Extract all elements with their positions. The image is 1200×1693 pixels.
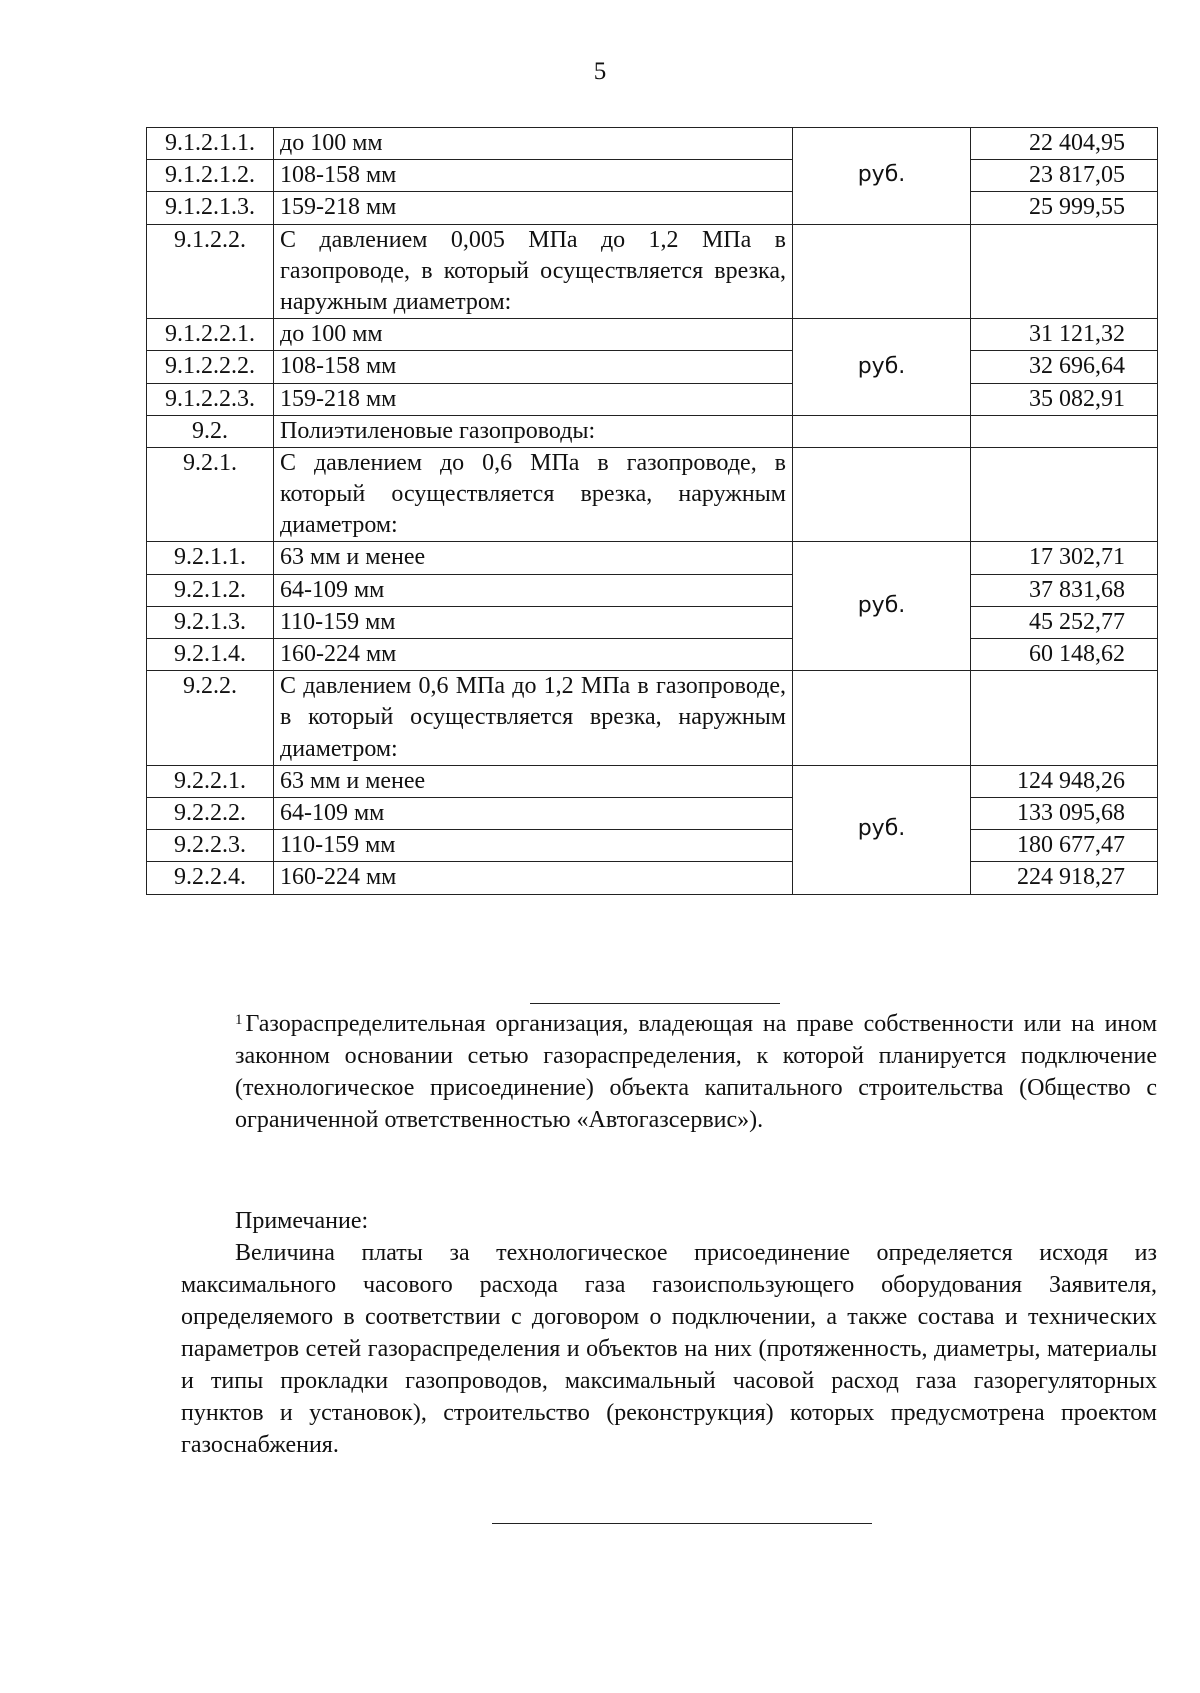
row-code: 9.1.2.2.3. xyxy=(147,383,274,415)
table-row xyxy=(147,351,1158,383)
row-unit: руб. xyxy=(793,765,971,894)
row-description: 64-109 мм xyxy=(274,797,793,829)
row-code: 9.2.1.4. xyxy=(147,639,274,671)
row-unit: руб. xyxy=(793,319,971,416)
footnote xyxy=(181,1008,1157,1136)
row-value xyxy=(971,415,1158,447)
row-code: 9.1.2.2.2. xyxy=(147,351,274,383)
row-value: 224 918,27 xyxy=(971,862,1158,894)
row-value: 37 831,68 xyxy=(971,574,1158,606)
table-row xyxy=(147,639,1158,671)
row-description: 160-224 мм xyxy=(274,862,793,894)
row-code: 9.2.1. xyxy=(147,447,274,542)
page-number: 5 xyxy=(593,58,607,85)
row-description: С давлением 0,6 МПа до 1,2 МПа в газопроводе, в который осуществляется врезка, наружным диаметром: xyxy=(274,671,793,766)
row-unit xyxy=(793,447,971,542)
row-description: до 100 мм xyxy=(274,128,793,160)
note-title: Примечание: xyxy=(235,1208,369,1234)
row-value xyxy=(971,224,1158,319)
row-unit: руб. xyxy=(793,542,971,671)
row-value xyxy=(971,447,1158,542)
note-section xyxy=(181,1205,1157,1461)
row-description: С давлением до 0,6 МПа в газопроводе, в который осуществляется врезка, наружным диаметром: xyxy=(274,447,793,542)
row-description: Полиэтиленовые газопроводы: xyxy=(274,415,793,447)
row-code: 9.2.2. xyxy=(147,671,274,766)
table-section-row xyxy=(147,671,1158,766)
row-unit: руб. xyxy=(793,128,971,225)
table-row xyxy=(147,192,1158,224)
row-description: 63 мм и менее xyxy=(274,765,793,797)
row-value: 22 404,95 xyxy=(971,128,1158,160)
tariff-table-body xyxy=(147,128,1158,895)
row-description: 159-218 мм xyxy=(274,192,793,224)
footnote-marker: 1 xyxy=(235,1012,243,1028)
table-section-row xyxy=(147,447,1158,542)
row-description: 108-158 мм xyxy=(274,160,793,192)
row-description: С давлением 0,005 МПа до 1,2 МПа в газопроводе, в который осуществляется врезка, наружным диаметром: xyxy=(274,224,793,319)
row-description: 110-159 мм xyxy=(274,606,793,638)
row-value: 32 696,64 xyxy=(971,351,1158,383)
end-separator xyxy=(492,1523,872,1524)
table-row xyxy=(147,542,1158,574)
note-text: Величина платы за технологическое присоединение определяется исходя из максимального часового расхода газа газоиспользующего оборудования Заявителя, определяемого в соответствии с договором о подключении, а также состава и технических параметров сетей газораспределения и объектов на них (протяженность, диаметры, материалы и типы прокладки газопроводов, максимальный часовой расход газа газорегуляторных пунктов и установок), строительство (реконструкция) которых предусмотрена проектом газоснабжения. xyxy=(181,1240,1157,1458)
row-value: 133 095,68 xyxy=(971,797,1158,829)
row-value xyxy=(971,671,1158,766)
row-value: 35 082,91 xyxy=(971,383,1158,415)
row-code: 9.2.2.3. xyxy=(147,830,274,862)
table-row xyxy=(147,319,1158,351)
row-code: 9.1.2.2. xyxy=(147,224,274,319)
tariff-table xyxy=(146,127,1158,895)
row-code: 9.2.1.3. xyxy=(147,606,274,638)
table-section-row xyxy=(147,415,1158,447)
table-row xyxy=(147,862,1158,894)
table-row xyxy=(147,606,1158,638)
table-row xyxy=(147,383,1158,415)
row-value: 45 252,77 xyxy=(971,606,1158,638)
row-value: 180 677,47 xyxy=(971,830,1158,862)
row-code: 9.1.2.1.3. xyxy=(147,192,274,224)
row-unit xyxy=(793,224,971,319)
row-value: 60 148,62 xyxy=(971,639,1158,671)
row-code: 9.1.2.2.1. xyxy=(147,319,274,351)
row-unit xyxy=(793,671,971,766)
row-description: 64-109 мм xyxy=(274,574,793,606)
row-value: 17 302,71 xyxy=(971,542,1158,574)
table-row xyxy=(147,765,1158,797)
row-value: 124 948,26 xyxy=(971,765,1158,797)
row-description: 108-158 мм xyxy=(274,351,793,383)
row-code: 9.2.1.2. xyxy=(147,574,274,606)
row-code: 9.1.2.1.1. xyxy=(147,128,274,160)
row-code: 9.2.2.2. xyxy=(147,797,274,829)
row-description: 110-159 мм xyxy=(274,830,793,862)
row-value: 23 817,05 xyxy=(971,160,1158,192)
row-code: 9.1.2.1.2. xyxy=(147,160,274,192)
row-description: 159-218 мм xyxy=(274,383,793,415)
footnote-separator xyxy=(530,1003,780,1004)
row-description: 63 мм и менее xyxy=(274,542,793,574)
row-code: 9.2.2.4. xyxy=(147,862,274,894)
row-description: 160-224 мм xyxy=(274,639,793,671)
table-section-row xyxy=(147,224,1158,319)
row-unit xyxy=(793,415,971,447)
row-description: до 100 мм xyxy=(274,319,793,351)
table-row xyxy=(147,160,1158,192)
table-row xyxy=(147,797,1158,829)
footnote-text: Газораспределительная организация, владеющая на праве собственности или на ином законном основании сетью газораспределения, к которой планируется подключение (технологическое присоединение) объекта капитального строительства (Общество с ограниченной ответственностью «Автогазсервис»). xyxy=(235,1011,1157,1133)
table-row xyxy=(147,830,1158,862)
table-row xyxy=(147,574,1158,606)
row-value: 25 999,55 xyxy=(971,192,1158,224)
row-value: 31 121,32 xyxy=(971,319,1158,351)
row-code: 9.2.2.1. xyxy=(147,765,274,797)
table-row xyxy=(147,128,1158,160)
row-code: 9.2. xyxy=(147,415,274,447)
row-code: 9.2.1.1. xyxy=(147,542,274,574)
